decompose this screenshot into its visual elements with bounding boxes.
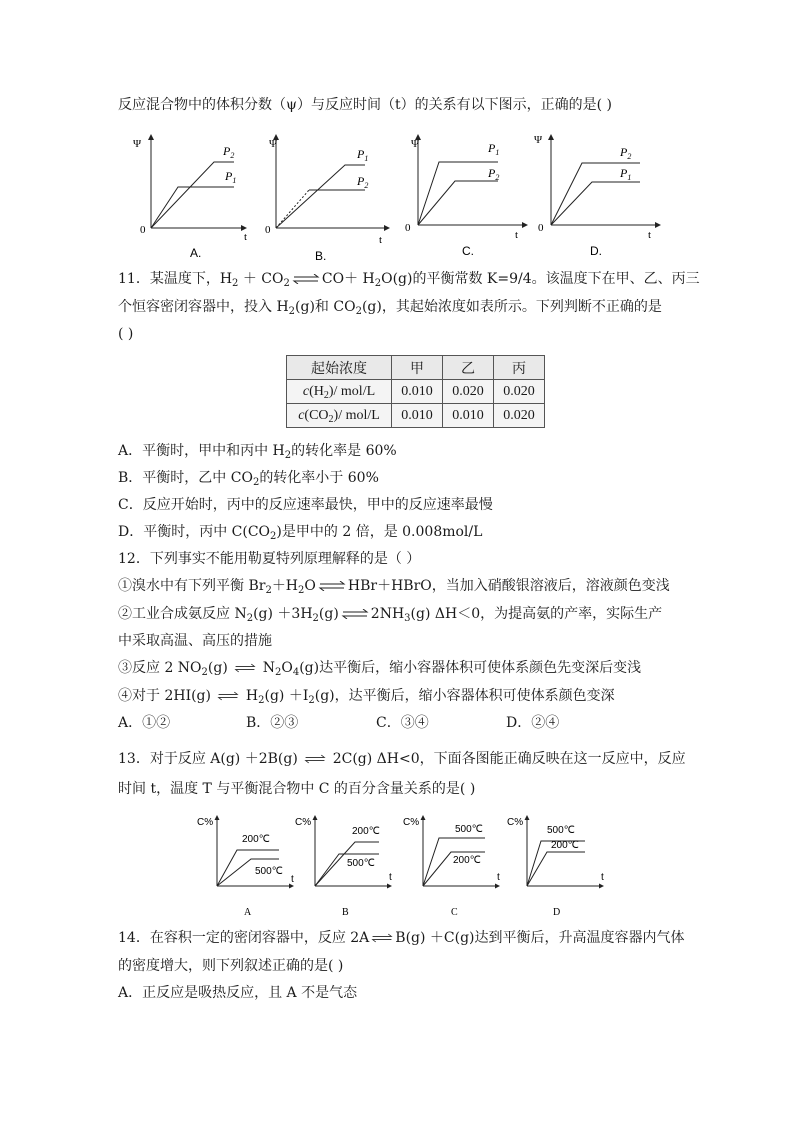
q13-b-x-label: t	[389, 872, 392, 883]
q10-a-x-label: t	[244, 231, 248, 243]
q10-b-curve-dashed	[276, 190, 309, 228]
q10-c-y-label: Ψ	[411, 138, 420, 150]
q14-stem-continued: 的密度增大，则下列叙述正确的是( )	[118, 958, 344, 974]
q12-option-d: D．②④	[506, 715, 560, 731]
table-row	[287, 380, 545, 404]
q10-d-caption: D.	[590, 244, 602, 258]
equilibrium-arrow-icon	[234, 663, 256, 673]
table-cell: 0.010	[443, 404, 494, 428]
q13-stem-continued: 时间 t，温度 T 与平衡混合物中 C 的百分含量关系的是( )	[118, 781, 476, 797]
q13-d-upper-label: 500℃	[547, 825, 575, 836]
q10-c-curve-upper	[418, 162, 498, 225]
equilibrium-arrow-icon	[371, 933, 393, 943]
q10-graphs	[110, 125, 680, 265]
q10-d-y-label: Ψ	[534, 134, 543, 146]
q13-d-x-label: t	[601, 872, 604, 883]
q11-option-b: B．平衡时，乙中 $CO_2$的转化率小于 60%	[118, 470, 379, 488]
q10-b-caption: B.	[315, 249, 327, 263]
q11-option-a: A．平衡时，甲中和丙中 $H_2$的转化率是 60%	[118, 443, 397, 461]
q13-c-y-label: C%	[403, 817, 420, 828]
q13-b-y-label: C%	[295, 817, 312, 828]
q13-a-y-label: C%	[197, 817, 214, 828]
q10-d-x-label: t	[648, 229, 652, 241]
equilibrium-arrow-icon	[318, 581, 346, 591]
q10-stem: 反应混合物中的体积分数（ψ）与反应时间（t）的关系有以下图示，正确的是( )	[118, 97, 612, 113]
q14-option-a: A．正反应是吸热反应，且 A 不是气态	[118, 985, 358, 1001]
q12-item-4: ④对于 2HI(g) $H_2(g) +I_2(g)$，达平衡后，缩小容器体积可使体系颜色变深	[118, 688, 615, 706]
q11-line2: 个恒容密闭容器中，投入 $H_2(g)$和 $CO_2(g)$，其起始浓度如表所示。下列判断不正确的是	[118, 299, 662, 317]
q12-item-3: ③反应 2 $NO_2(g)$ $N_2O_4(g)$达平衡后，缩小容器体积可使体系颜色先变深后变浅	[118, 660, 642, 678]
q12-option-a: A．①②	[118, 715, 171, 731]
q13-c-x-label: t	[497, 872, 500, 883]
table-cell: 0.020	[494, 380, 545, 404]
q10-a-curve-upper	[151, 162, 237, 228]
q10-d-upper-label: $P_2$	[620, 145, 632, 161]
q13-b-upper-label: 200℃	[352, 826, 380, 837]
q11-line3: ( )	[118, 326, 134, 342]
q14-stem: 14．在容积一定的密闭容器中，反应 2A B(g) ＋C(g)达到平衡后，升高温度容器内气体	[118, 930, 685, 946]
q13-c-caption: C	[451, 907, 458, 918]
q10-graph-d	[534, 134, 660, 258]
q10-b-upper-label: $P_1$	[357, 147, 369, 163]
q13-graph-d	[507, 816, 604, 918]
equilibrium-arrow-icon	[341, 609, 369, 619]
table-cell: 0.020	[443, 380, 494, 404]
q13-graph-b	[295, 816, 392, 918]
q10-c-caption: C.	[462, 244, 474, 258]
q10-d-curve-lower	[551, 182, 640, 225]
q10-c-origin: 0	[405, 222, 411, 234]
q12-item-1: ①溴水中有下列平衡 $Br_2+H_2O$ HBr＋HBrO，当加入硝酸银溶液后，溶液颜色变浅	[118, 578, 670, 596]
table-cell: 0.010	[392, 380, 443, 404]
q10-c-x-label: t	[515, 229, 519, 241]
q10-b-x-label: t	[379, 234, 383, 246]
q13-graph-a	[197, 816, 294, 918]
q10-d-origin: 0	[538, 222, 544, 234]
q13-graph-c	[403, 816, 500, 918]
q13-a-caption: A	[244, 907, 252, 918]
table-header-cell: 乙	[443, 356, 494, 380]
q10-graph-c	[405, 135, 527, 258]
q13-a-lower-label: 500℃	[255, 866, 283, 877]
q12-stem: 12．下列事实不能用勒夏特列原理解释的是（ ）	[118, 551, 421, 567]
q13-c-upper-label: 500℃	[455, 824, 483, 835]
q13-d-y-label: C%	[507, 817, 524, 828]
q10-c-upper-label: $P_1$	[488, 141, 500, 157]
equilibrium-arrow-icon	[292, 274, 320, 284]
q10-c-lower-label: $P_2$	[488, 166, 500, 182]
q10-b-lower-label: $P_2$	[357, 174, 369, 190]
q13-stem: 13．对于反应 A(g) ＋2B(g) 2C(g) ΔH<0，下面各图能正确反映在这一反应中，反应	[118, 751, 686, 767]
table-header-cell: 甲	[392, 356, 443, 380]
table-cell: 0.010	[392, 404, 443, 428]
equilibrium-arrow-icon	[217, 691, 239, 701]
q13-a-upper-label: 200℃	[242, 834, 270, 845]
q13-b-caption: B	[342, 907, 349, 918]
q10-b-curve-upper	[276, 165, 365, 228]
q10-a-origin: 0	[140, 224, 146, 236]
q10-a-caption: A.	[190, 246, 202, 260]
table-row-label: $c(H_2)/$ mol/L	[287, 380, 392, 404]
q13-b-lower-label: 500℃	[347, 858, 375, 869]
table-header-cell: 起始浓度	[287, 356, 392, 380]
q10-a-upper-label: $P_2$	[223, 144, 235, 160]
q13-d-caption: D	[553, 907, 561, 918]
q13-graphs	[195, 808, 615, 920]
q10-d-lower-label: $P_1$	[620, 166, 632, 182]
q13-a-x-label: t	[291, 874, 294, 885]
q10-graph-b	[265, 135, 389, 263]
q10-a-lower-label: $P_1$	[225, 169, 237, 185]
q11-option-d: D．平衡时，丙中 $C(CO_2)$是甲中的 2 倍，是 0.008mol/L	[118, 524, 483, 542]
q10-b-y-label: Ψ	[269, 138, 278, 150]
q12-item-2-continued: 中采取高温、高压的措施	[118, 633, 272, 649]
table-row	[287, 404, 545, 428]
q10-graph-a	[133, 135, 247, 260]
q10-a-curve-lower	[151, 187, 234, 228]
q13-c-lower-label: 200℃	[453, 855, 481, 866]
q12-options	[118, 713, 559, 733]
q12-option-c: C．③④	[376, 715, 429, 731]
table-header-cell: 丙	[494, 356, 545, 380]
q11-option-c: C．反应开始时，丙中的反应速率最快，甲中的反应速率最慢	[118, 497, 493, 513]
table-header-row	[287, 356, 545, 380]
q11-line1: 11．某温度下，$H_2 + CO_2$ $CO+ H_2O(g)$的平衡常数 K=9/4。该温度下在甲、乙、丙三	[118, 271, 700, 289]
table-cell: 0.020	[494, 404, 545, 428]
table-row-label: $c(CO_2)/$ mol/L	[287, 404, 392, 428]
q12-option-b: B．②③	[246, 715, 299, 731]
q10-a-y-label: Ψ	[133, 138, 142, 150]
q10-b-origin: 0	[265, 224, 271, 236]
equilibrium-arrow-icon	[304, 754, 326, 764]
q13-d-lower-label: 200℃	[551, 840, 579, 851]
q11-concentration-table	[286, 355, 545, 428]
q12-item-2: ②工业合成氨反应 $N_2(g) +3H_2(g)$ $2NH_3(g)$ ΔH＜0，为提高氨的产率，实际生产	[118, 606, 663, 624]
